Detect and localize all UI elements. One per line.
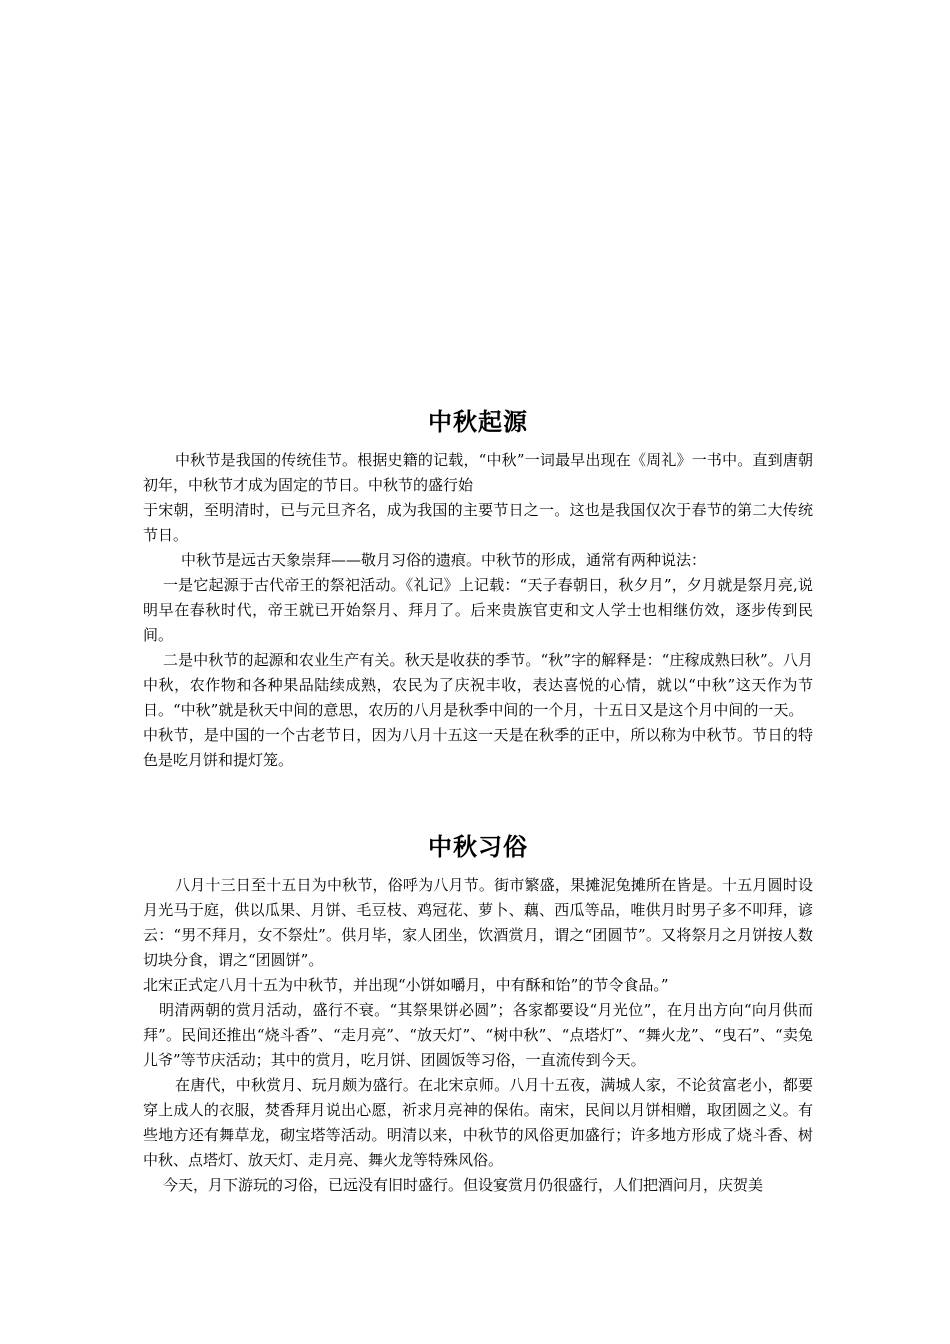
paragraph: 于宋朝，至明清时，已与元旦齐名，成为我国的主要节日之一。这也是我国仅次于春节的第二大传统节日。 [143,501,813,544]
paragraph: 中秋节是我国的传统佳节。根据史籍的记载，“中秋”一词最早出现在《周礼》一书中。直到唐朝初年，中秋节才成为固定的节日。中秋节的盛行始 [143,451,813,494]
paragraph: 中秋节是远古天象崇拜——敬月习俗的遗痕。中秋节的形成，通常有两种说法： [181,551,707,569]
paragraph: 在唐代，中秋赏月、玩月颇为盛行。在北宋京师。八月十五夜，满城人家，不论贫富老小，都要穿上成人的衣服，焚香拜月说出心愿，祈求月亮神的保佑。南宋，民间以月饼相赠，取团圆之义。有些地方还有舞草龙，砌宝塔等活动。明清以来，中秋节的风俗更加盛行；许多地方形成了烧斗香、树中秋、点塔灯、放天灯、走月亮、舞火龙等特殊风俗。 [143,1076,813,1169]
paragraph: 今天，月下游玩的习俗，已远没有旧时盛行。但设宴赏月仍很盛行，人们把酒问月，庆贺美 [163,1176,764,1194]
section-title: 中秋习俗 [428,833,528,861]
paragraph: 北宋正式定八月十五为中秋节，并出现“小饼如嚼月，中有酥和饴”的节令食品。” [143,976,669,994]
paragraph: 八月十三日至十五日为中秋节，俗呼为八月节。街市繁盛，果摊泥兔摊所在皆是。十五月圆时设月光马于庭，供以瓜果、月饼、毛豆枝、鸡冠花、萝卜、藕、西瓜等品，唯供月时男子多不叩拜，谚云：“男不拜月，女不祭灶”。供月毕，家人团坐，饮酒赏月，谓之“团圆节”。又将祭月之月饼按人数切块分食，谓之“团圆饼”。 [143,876,813,969]
section-origin [143,404,813,773]
paragraph: 二是中秋节的起源和农业生产有关。秋天是收获的季节。“秋”字的解释是：“庄稼成熟曰秋”。八月中秋，农作物和各种果品陆续成熟，农民为了庆祝丰收，表达喜悦的心情，就以“中秋”这天作为节日。“中秋”就是秋天中间的意思，农历的八月是秋季中间的一个月，十五日又是这个月中间的一天。 [143,651,813,719]
paragraph: 中秋节，是中国的一个古老节日，因为八月十五这一天是在秋季的正中，所以称为中秋节。节日的特色是吃月饼和提灯笼。 [143,726,813,769]
section-title: 中秋起源 [428,408,528,436]
paragraph: 明清两朝的赏月活动，盛行不衰。“其祭果饼必圆”；各家都要设“月光位”，在月出方向“向月供而拜”。民间还推出“烧斗香”、“走月亮”、“放天灯”、“树中秋”、“点塔灯”、“舞火龙”、“曳石”、“卖兔儿爷”等节庆活动；其中的赏月，吃月饼、团圆饭等习俗，一直流传到今天。 [143,1001,813,1069]
section-customs [143,829,813,1198]
paragraph: 一是它起源于古代帝王的祭祀活动。《礼记》上记载：“天子春朝日，秋夕月”，夕月就是祭月亮,说明早在春秋时代，帝王就已开始祭月、拜月了。后来贵族官吏和文人学士也相继仿效，逐步传到民间。 [143,576,813,644]
